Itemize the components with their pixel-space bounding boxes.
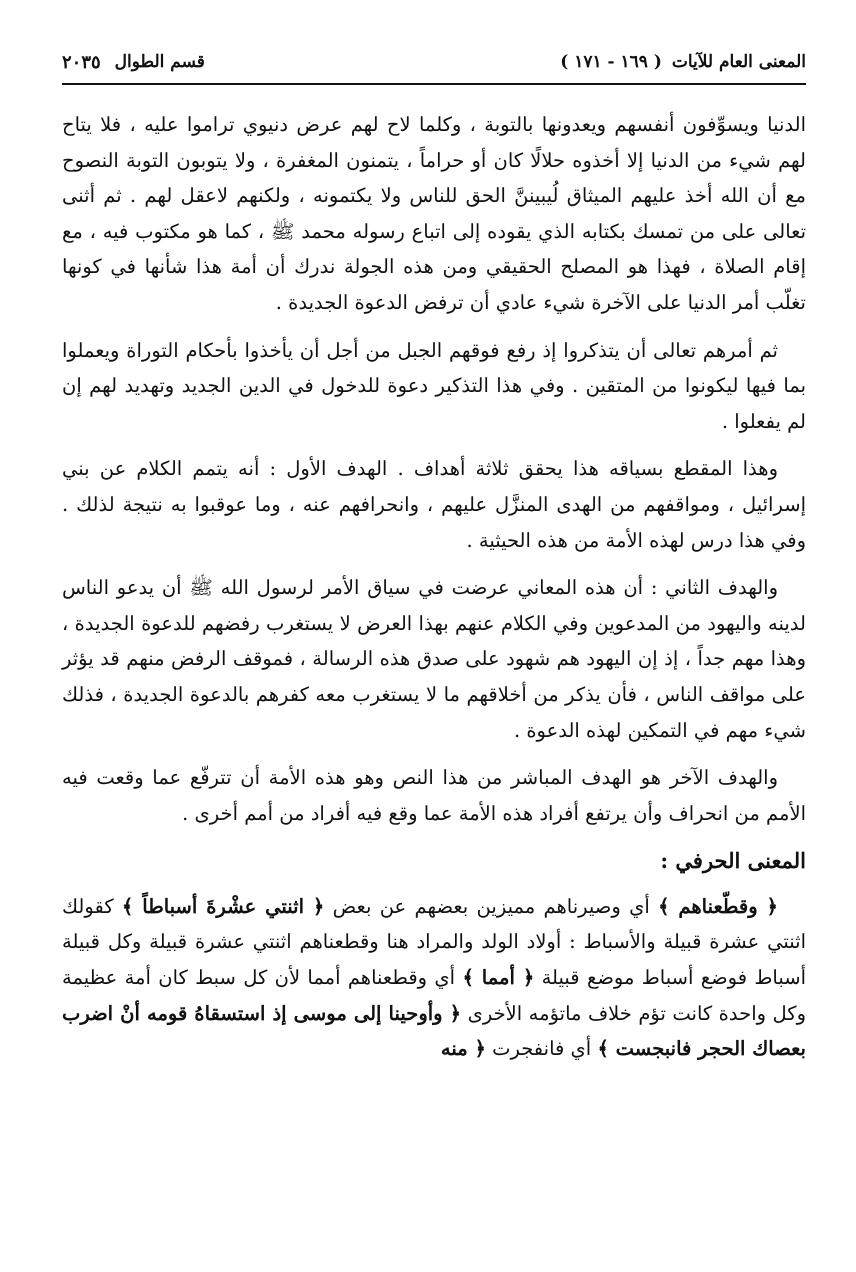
paragraph-5: والهدف الآخر هو الهدف المباشر من هذا النص وهو هذه الأمة أن تترفّع عما وقعت فيه الأمم من انحراف وأن يرتفع أفراد هذه الأمة عما وقع فيه أفراد من أمم أخرى .: [62, 766, 806, 825]
header-left-group: [62, 52, 205, 73]
literal-meaning-paragraph: [62, 889, 806, 1067]
running-title: المعنى العام للآيات: [671, 52, 806, 72]
quran-quote: ﴿ وقطّعناهم ﴾: [658, 894, 778, 918]
page-number: ٢٠٣٥: [62, 52, 101, 73]
commentary-text: كقولك اثنتي عشرة قبيلة والأسباط : أولاد الولد والمراد هنا وقطعناهم اثنتي عشرة قبيلة وكل قبيلة أسباط فوضع أسباط موضع قبيلة: [62, 894, 806, 990]
header-right-group: [560, 52, 806, 72]
commentary-text: أي وصيرناهم مميزين بعضهم عن بعض: [324, 894, 659, 918]
section-name: قسم الطوال: [114, 52, 205, 72]
paragraph-2: ثم أمرهم تعالى أن يتذكروا إذ رفع فوقهم الجبل من أجل أن يأخذوا بأحكام التوراة ويعملوا بما فيها ليكونوا من المتقين . وفي هذا التذكير دعوة للدخول في الدين الجديد وتهديد لهم إن لم يفعلوا .: [62, 338, 806, 433]
page-header: [62, 52, 806, 85]
quran-quote: ﴿ وأوحينا إلى موسى إذ استسقاهُ قومه أنْ اضرب بعصاك الحجر فانبجست ﴾: [62, 1001, 806, 1061]
quran-quote: ﴿ منه: [440, 1037, 486, 1061]
section-title-literal-meaning: المعنى الحرفي :: [660, 848, 806, 874]
paragraph-3: وهذا المقطع بسياقه هذا يحقق ثلاثة أهداف . الهدف الأول : أنه يتمم الكلام عن بني إسرائيل ، ومواقفهم من الهدى المنزَّل عليهم ، وانحرافهم عنه ، وما عوقبوا به نتيجة لذلك . وفي هذا درس لهذه الأمة من هذه الحيثية .: [62, 457, 806, 552]
paragraph-4: والهدف الثاني : أن هذه المعاني عرضت في سياق الأمر لرسول الله ﷺ أن يدعو الناس لدينه واليهود من المدعوين وفي الكلام عنهم بهذا العرض لا يستغرب رفضهم للدعوة الجديدة ، وهذا مهم جداً ، إذ إن اليهود هم شهود على صدق هذه الرسالة ، فموقف الرفض منهم قد يؤثر على مواقف الناس ، فأن يذكر من أخلاقهم ما لا يستغرب معه كفرهم بالدعوة الجديدة ، فذلك شيء مهم في التمكين لهذه الدعوة .: [62, 576, 806, 742]
paragraph-1: الدنيا ويسوِّفون أنفسهم ويعدونها بالتوبة ، وكلما لاح لهم عرض دنيوي تراموا عليه ، فلا يتاح لهم شيء من الدنيا إلا أخذوه حلالًا كان أو حراماً ، يتمنون المغفرة ، ولا يتوبون التوبة النصوح مع أن الله أخذ عليهم الميثاق لُيبيننَّ الحق للناس ولا يكتمونه ، ولكنهم لاعقل لهم . ثم أثنى تعالى على من تمسك بكتابه الذي يقوده إلى اتباع رسوله محمد ﷺ ، كما هو مكتوب فيه ، مع إقام الصلاة ، فهذا هو المصلح الحقيقي ومن هذه الجولة ندرك أن أمة هذا شأنها في كونها تغلّب أمر الدنيا على الآخرة شيء عادي أن ترفض الدعوة الجديدة .: [62, 113, 806, 314]
commentary-text: أي وقطعناهم أمما لأن كل سبط كان أمة عظيمة وكل واحدة كانت تؤم خلاف ماتؤمه الأخرى: [62, 966, 806, 1025]
commentary-text: أي فانفجرت: [485, 1037, 598, 1061]
verse-range: ( ١٦٩ - ١٧١ ): [560, 52, 662, 72]
quran-quote: ﴿ أمما ﴾: [462, 966, 535, 990]
body-text: [62, 107, 806, 1067]
document-page: [62, 52, 806, 1252]
quran-quote: ﴿ اثنتي عشْرةَ أسباطاً ﴾: [121, 894, 325, 918]
